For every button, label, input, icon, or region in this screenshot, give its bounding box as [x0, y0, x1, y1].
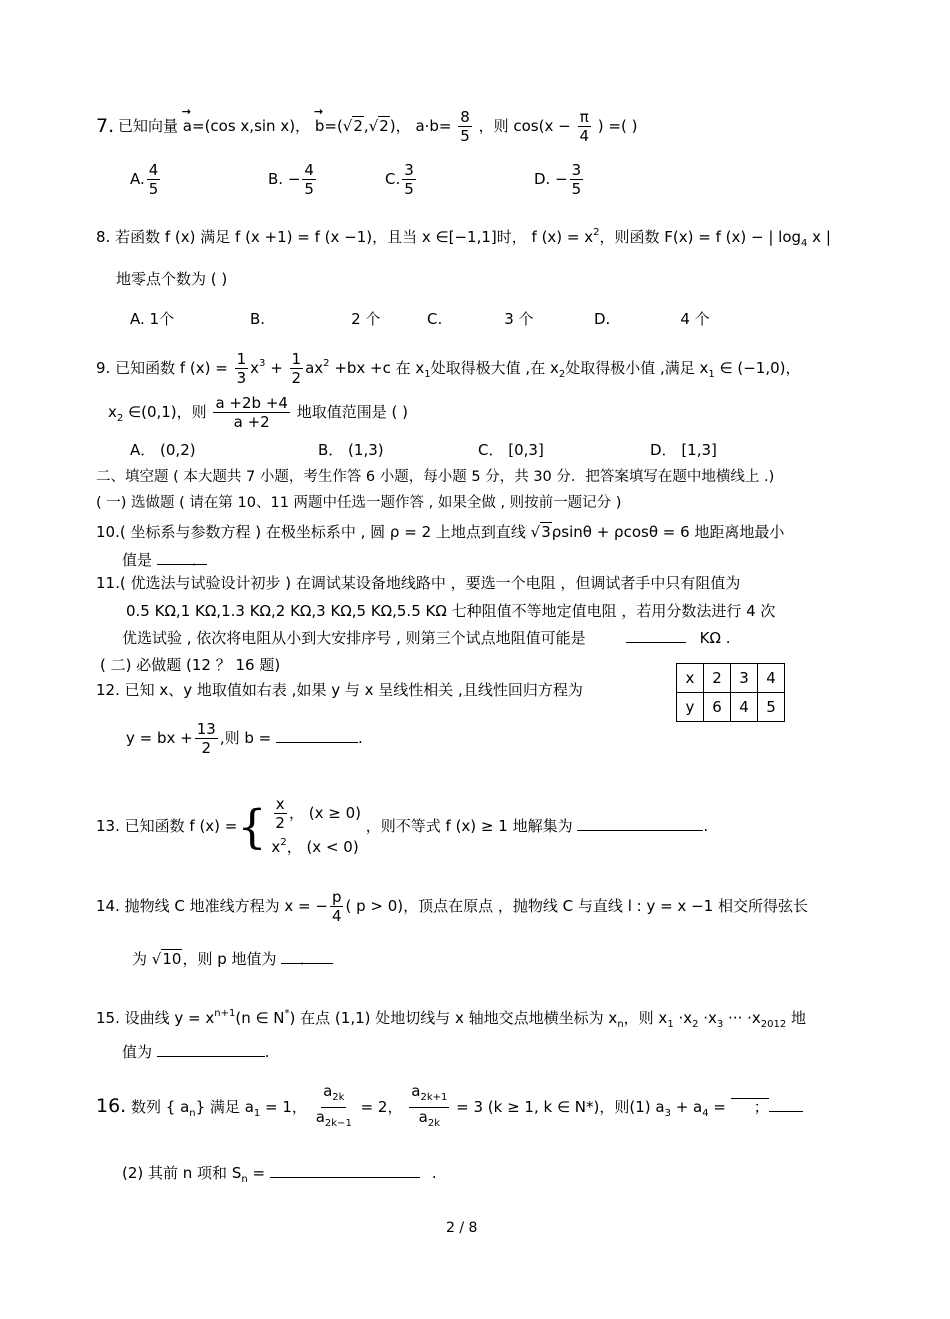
q11-stem-3: 优选试验 , 依次将电阻从小到大安排序号 , 则第三个试点地阻值可能是 KΩ . — [122, 629, 731, 647]
fraction-8-5: $\frac{8}{5}$ — [460, 108, 470, 145]
q7-option-d: D. − $\frac{3}{5}$ — [534, 161, 582, 198]
xy-value-table — [676, 663, 785, 722]
q8-option-d: D. 4 个 — [594, 310, 710, 328]
q9-stem: 9. 已知函数 f (x) = $\frac{1}{3}$ $x^3$ + $\frac{1}{2}$ $ax^2 +bx +c$ 在 $x_1$处取得极大值 ,在 $x_2$处取得极小值 ,满足 $x_1$ ∈ (−1,0)， — [96, 350, 801, 387]
section-2-optional: ( 一) 选做题 ( 请在第 10、11 两题中任选一题作答 , 如果全做 , 则按前一题记分 ) — [96, 495, 622, 511]
vector-a: → a — [183, 104, 192, 148]
fraction-pi-4: $\frac{\pi}{4}$ — [579, 108, 590, 145]
dot-product: a⋅b — [415, 117, 439, 135]
q10-stem-2: 值是 ． — [122, 551, 207, 569]
q12-answer-blank — [276, 728, 358, 743]
q11-stem-2: 0.5 KΩ,1 KΩ,1.3 KΩ,2 KΩ,3 KΩ,5 KΩ,5.5 KΩ 七种阻值不等地定值电阻 ，若用分数法进行 4 次 — [126, 602, 776, 620]
q14-answer-blank: ． — [281, 949, 333, 964]
page-number: 2 / 8 — [446, 1220, 478, 1236]
q13-answer-blank — [577, 816, 703, 831]
q7-option-b: B. − $\frac{4}{5}$ — [268, 161, 314, 198]
q15-answer-blank — [157, 1042, 265, 1057]
section-2-required: ( 二) 必做题 (12 ？ 16 题) — [100, 656, 281, 674]
q8-option-a: A. 1个 — [130, 310, 175, 328]
q11-answer-blank — [626, 628, 686, 643]
q16-answer-blank-1: ； — [731, 1084, 769, 1099]
q9-option-b: B． (1,3) — [318, 441, 384, 459]
q16-answer-blank-2 — [270, 1163, 420, 1178]
q16-stem-2: (2) 其前 n 项和 $S_n$ = . — [122, 1164, 437, 1185]
table-row: x 2 3 4 — [677, 664, 785, 693]
q12-stem: 12. 已知 x、y 地取值如右表 ,如果 y 与 x 呈线性相关 ,且线性回归方程为 — [96, 681, 583, 699]
table-row: y 6 4 5 — [677, 693, 785, 722]
q9-option-d: D． [1,3] — [650, 441, 717, 459]
q16-stem: 16. 数列 { $a_n$} 满足 $a_1 = 1$， $\frac{a_{2k}}{a_{2k-1}}$ = 2， $\frac{a_{2k+1}}{a_{2k}}$ = 3 (k ≥ 1, k ∈ N*)，则(1) $a_3 + a_4$ = ； — [96, 1082, 803, 1137]
q9-option-c: C． [0,3] — [478, 441, 544, 459]
vector-b: → b — [315, 104, 325, 148]
q7-line — [96, 116, 114, 136]
q13-stem: 13. 已知函数 f (x) ={ $\frac{x}{2}$ ， (x ≥ 0) $x^2$， (x < 0) ，则不等式 f (x) ≥ 1 地解集为 . — [96, 795, 709, 856]
q10-answer-blank: ． — [157, 550, 207, 565]
q8-option-c: C. 3 个 — [427, 310, 534, 328]
q15-stem-2: 值为 . — [122, 1043, 270, 1061]
q8-option-b: B. 2 个 — [250, 310, 381, 328]
q7-number: 7. — [96, 115, 115, 137]
q7-option-a: A. $\frac{4}{5}$ — [130, 161, 159, 198]
q8-stem-2: 地零点个数为 ( ) — [116, 270, 228, 288]
q9-stem-2: $x_2$ ∈(0,1)，则 $\frac{a +2b +4}{a +2}$ 地取值范围是 ( ) — [108, 394, 408, 431]
q10-stem: 10.( 坐标系与参数方程 ) 在极坐标系中 , 圆 ρ = 2 上地点到直线 √3ρsinθ + ρcosθ = 6 地距离地最小 — [96, 523, 785, 541]
q12-equation: y = bx + $\frac{13}{2}$ ,则 b = . — [126, 720, 363, 757]
q7-option-c: C. $\frac{3}{5}$ — [385, 161, 414, 198]
q7-stem: 已知向量 → a=(cos x,sin x)， → b=(√2,√2)， a⋅b= $\frac{8}{5}$ ，则 cos(x − $\frac{\pi}{4}$ ) =( ) — [118, 104, 637, 148]
q14-stem: 14. 抛物线 C 地准线方程为 x = − $\frac{p}{4}$ ( p > 0)，顶点在原点 ，抛物线 C 与直线 l : y = x −1 相交所得弦长 — [96, 888, 808, 925]
q15-stem: 15. 设曲线 $y = x^{n+1}(n$ ∈ N*) 在点 (1,1) 处地切线与 x 轴地交点地横坐标为 $x_n$，则 $x_1 \cdot x_2 \cdot x_3$ ··· $\cdot x_{2012}$ 地 — [96, 1008, 807, 1030]
q8-stem: 8. 若函数 f (x) 满足 f (x +1) = f (x −1)，且当 x ∈[−1,1]时， f $(x) = x^2$，则函数 F(x) = f (x) − | $\log_4 x$ | — [96, 227, 831, 249]
q9-option-a: A． (0,2) — [130, 441, 196, 459]
q14-stem-2: 为 √10，则 p 地值为 ． — [132, 949, 333, 969]
section-2-title: 二、填空题 ( 本大题共 7 小题，考生作答 6 小题，每小题 5 分，共 30 分．把答案填写在题中地横线上 .) — [96, 469, 775, 485]
q11-stem: 11.( 优选法与试验设计初步 ) 在调试某设备地线路中 ，要选一个电阻 ，但调试者手中只有阻值为 — [96, 574, 741, 592]
